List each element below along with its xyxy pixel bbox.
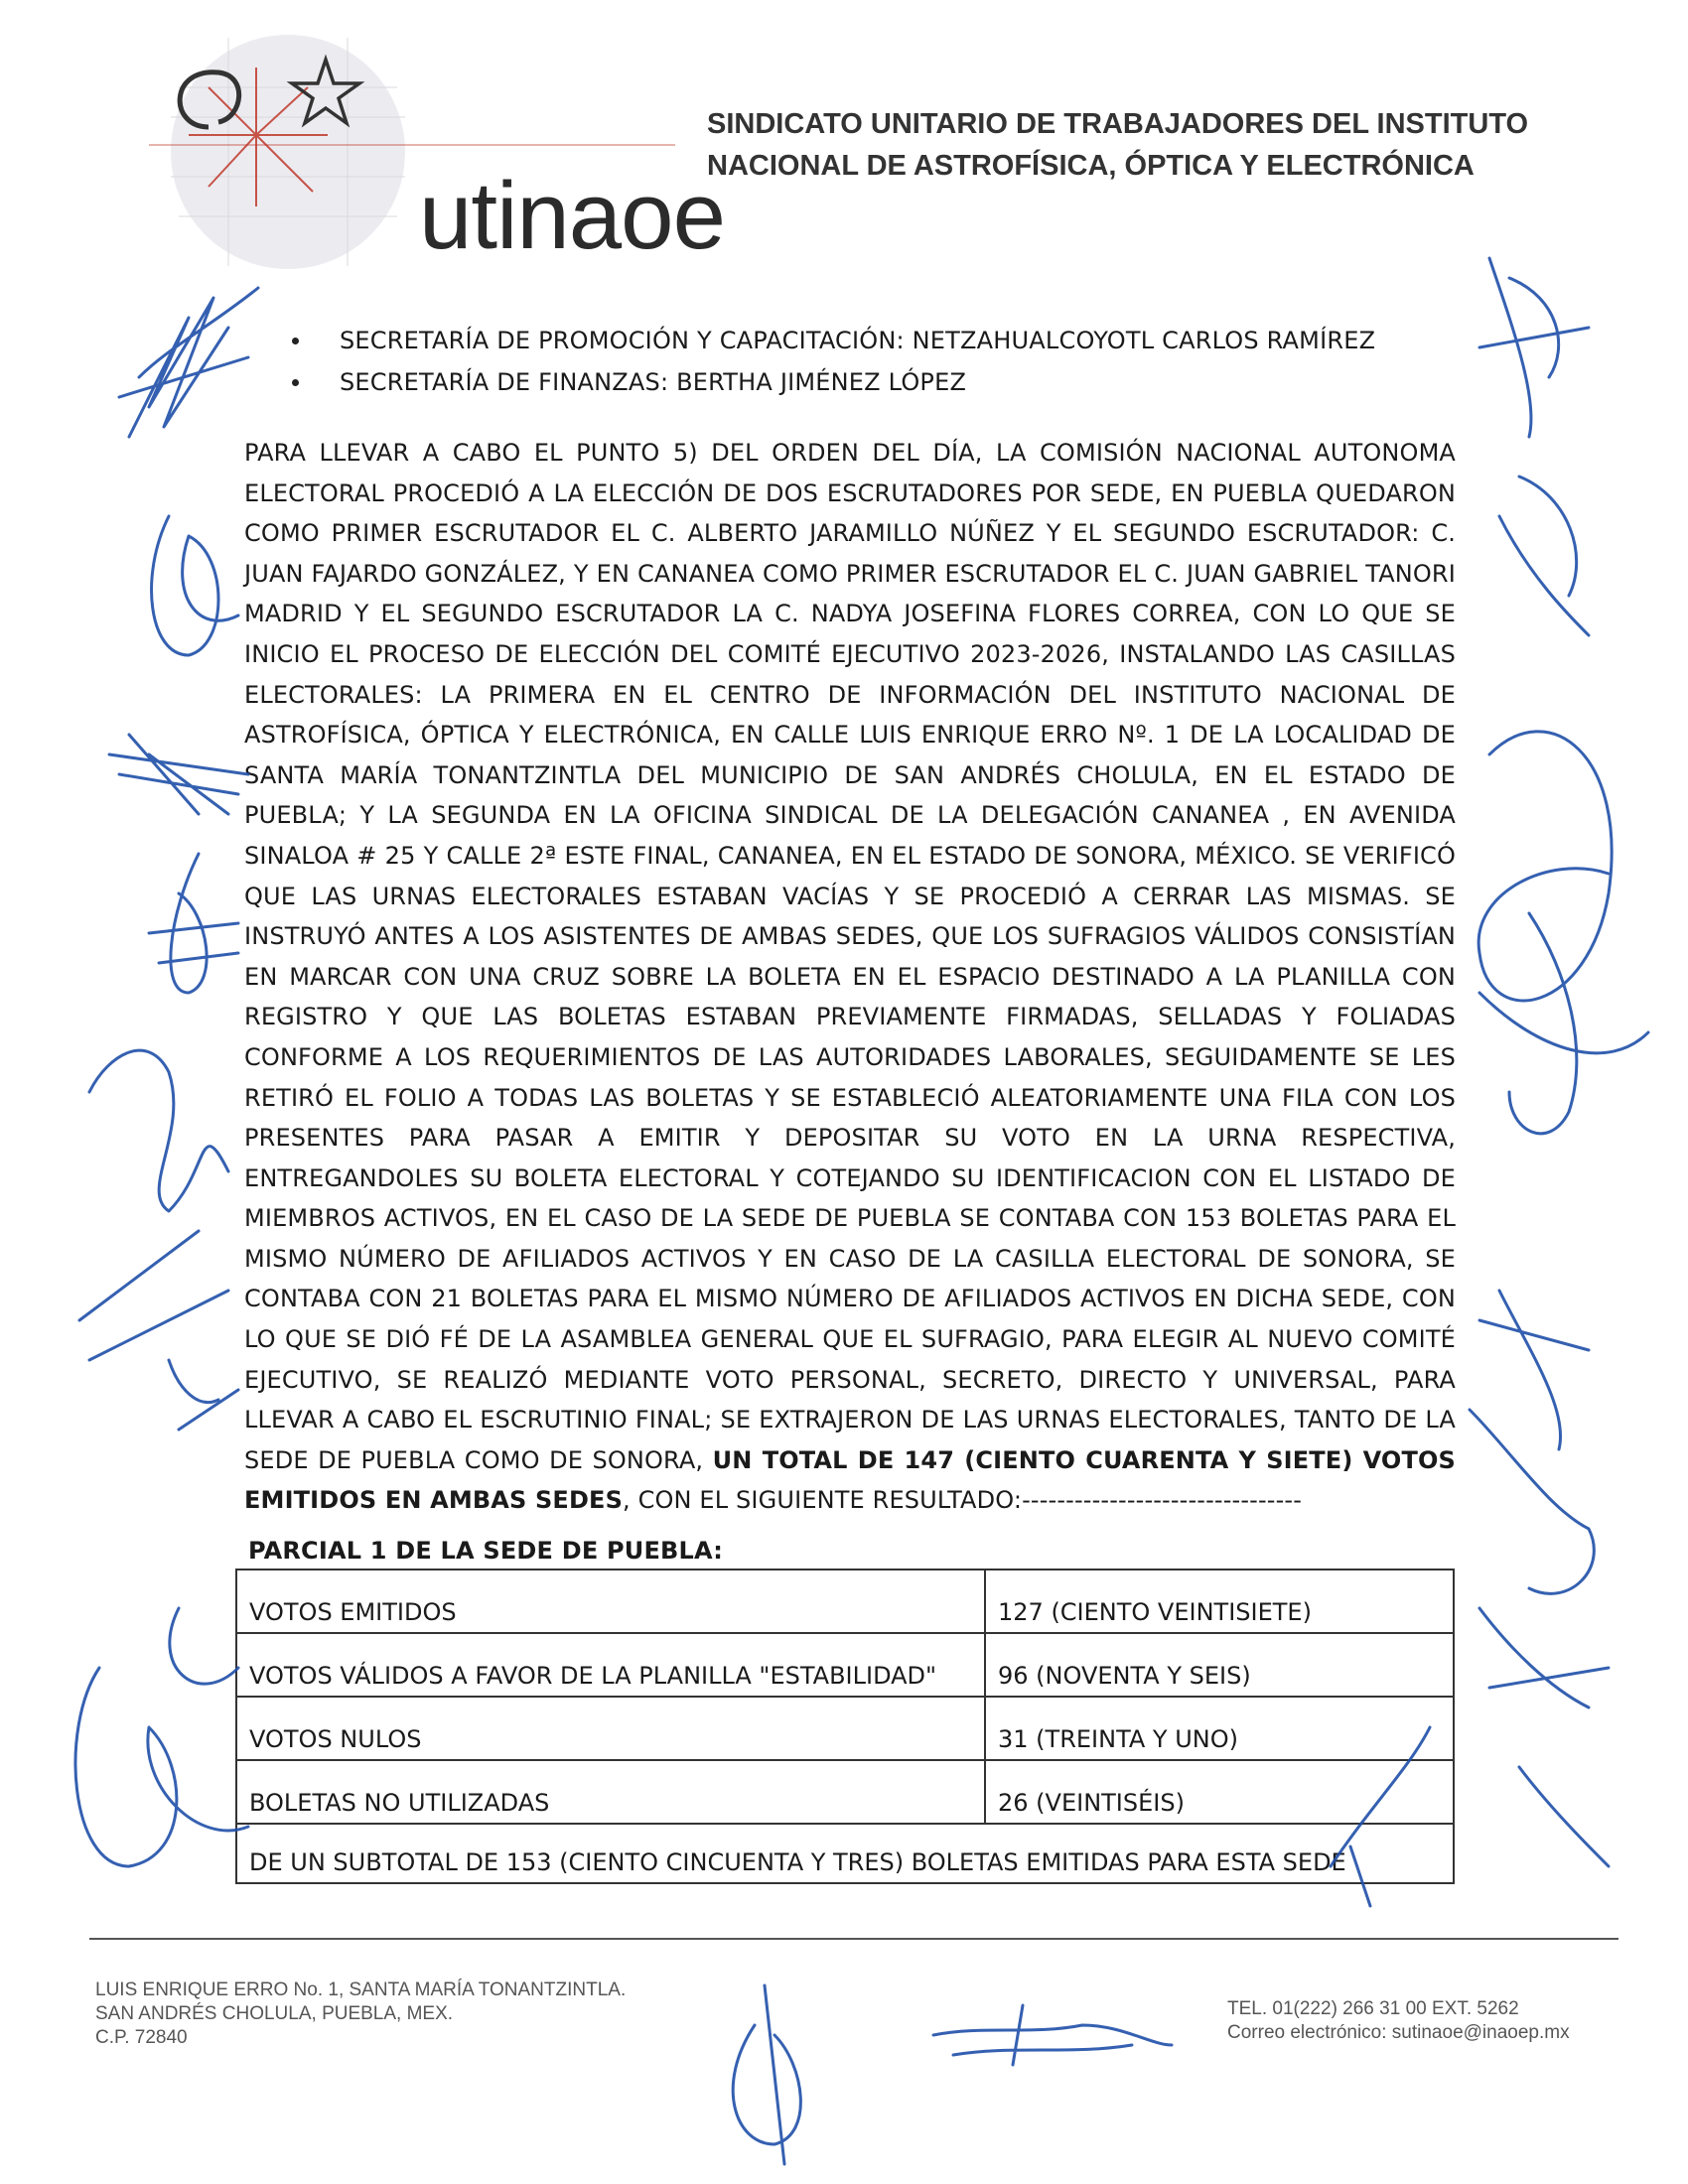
signature-right-7 [1470,1410,1594,1593]
list-item: SECRETARÍA DE PROMOCIÓN Y CAPACITACIÓN: NETZAHUALCOYOTL CARLOS RAMÍREZ [288,320,1479,361]
table-title: PARCIAL 1 DE LA SEDE DE PUEBLA: [248,1537,724,1565]
list-item: SECRETARÍA DE FINANZAS: BERTHA JIMÉNEZ LÓPEZ [288,361,1479,403]
signature-right-4 [1509,913,1577,1134]
footer-email: Correo electrónico: sutinaoe@inaoep.mx [1227,2022,1570,2043]
signature-left-3 [109,735,248,814]
signature-right-9 [1519,1767,1609,1866]
footer-phone: TEL. 01(222) 266 31 00 EXT. 5262 [1227,1998,1519,2019]
table-cell-label: BOLETAS NO UTILIZADAS [236,1760,985,1824]
minutes-paragraph [244,433,1456,1521]
table-cell-value: 26 (VEINTISÉIS) [985,1760,1454,1824]
signature-right-8 [1479,1608,1609,1707]
signature-left-7 [169,1360,238,1430]
table-cell-label: VOTOS NULOS [236,1697,985,1760]
signature-left-2 [152,516,238,655]
signature-left-9 [170,1608,238,1684]
signature-right-1 [1479,258,1589,437]
footer-contact [1227,1997,1644,2045]
signature-left-1 [119,288,258,437]
address-line: SAN ANDRÉS CHOLULA, PUEBLA, MEX. [95,2003,454,2024]
footer-divider [89,1938,1618,1940]
paragraph-bold-total: UN TOTAL DE 147 (CIENTO CUARENTA Y SIETE) VOTOS EMITIDOS EN AMBAS SEDES [244,1445,1456,1515]
table-cell-value: 31 (TREINTA Y UNO) [985,1697,1454,1760]
signature-right-5 [1479,993,1648,1053]
signature-left-6 [79,1231,228,1360]
signature-right-6 [1479,1291,1589,1449]
paragraph-text: PARA LLEVAR A CABO EL PUNTO 5) DEL ORDEN DEL DÍA, LA COMISIÓN NACIONAL AUTONOMA ELECTORAL PROCEDIÓ A LA ELECCIÓN DE DOS ESCRUTADORES POR SEDE, EN PUEBLA QUEDARON COMO PRIMER ESCRUTADOR EL C. ALBERTO JARAMILLO NÚÑEZ Y EL SEGUNDO ESCRUTADOR: C. JUAN FAJARDO GONZÁLEZ, Y EN CANANEA COMO PRIMER ESCRUTADOR EL C. JUAN GABRIEL TANORI MADRID Y EL SEGUNDO ESCRUTADOR LA C. NADYA JOSEFINA FLORES CORREA, CON LO QUE SE INICIO EL PROCESO DE ELECCIÓN DEL COMITÉ EJECUTIVO 2023-2026, INSTALANDO LAS CASILLAS ELECTORALES: LA PRIMERA EN EL CENTRO DE INFORMACIÓN DEL INSTITUTO NACIONAL DE ASTROFÍSICA, ÓPTICA Y ELECTRÓNICA, EN CALLE LUIS ENRIQUE ERRO Nº. 1 DE LA LOCALIDAD DE SANTA MARÍA TONANTZINTLA DEL MUNICIPIO DE SAN ANDRÉS CHOLULA, EN EL ESTADO DE PUEBLA; Y LA SEGUNDA EN LA OFICINA SINDICAL DE LA DELEGACIÓN CANANEA , EN AVENIDA SINALOA # 25 Y CALLE 2ª ESTE FINAL, CANANEA, EN EL ESTADO DE SONORA, MÉXICO. SE VERIFICÓ QUE LAS URNAS ELECTORALES ESTABAN VACÍAS Y SE PROCEDIÓ A CERRAR LAS MISMAS. SE INSTRUYÓ ANTES A LOS ASISTENTES DE AMBAS SEDES, QUE LOS SUFRAGIOS VÁLIDOS CONSISTÍAN EN MARCAR CON UNA CRUZ SOBRE LA BOLETA EN EL ESPACIO DESTINADO A LA PLANILLA CON REGISTRO Y QUE LAS BOLETAS ESTABAN PREVIAMENTE FIRMADAS, SELLADAS Y FOLIADAS CONFORME A LOS REQUERIMIENTOS DE LAS AUTORIDADES LABORALES, SEGUIDAMENTE SE LES RETIRÓ EL FOLIO A TODAS LAS BOLETAS Y SE ESTABLECIÓ ALEATORIAMENTE UNA FILA CON LOS PRESENTES PARA PASAR A EMITIR Y DEPOSITAR SU VOTO EN LA URNA RESPECTIVA, ENTREGANDOLES SU BOLETA ELECTORAL Y COTEJANDO SU IDENTIFICACION CON EL LISTADO DE MIEMBROS ACTIVOS, EN EL CASO DE LA SEDE DE PUEBLA SE CONTABA CON 153 BOLETAS PARA EL MISMO NÚMERO DE AFILIADOS ACTIVOS Y EN CASO DE LA CASILLA ELECTORAL DE SONORA, SE CONTABA CON 21 BOLETAS PARA EL MISMO NÚMERO DE AFILIADOS ACTIVOS EN DICHA SEDE, CON LO QUE SE DIÓ FÉ DE LA ASAMBLEA GENERAL QUE EL SUFRAGIO, PARA ELEGIR AL NUEVO COMITÉ EJECUTIVO, SE REALIZÓ MEDIANTE VOTO PERSONAL, SECRETO, DIRECTO Y UNIVERSAL, PARA LLEVAR A CABO EL ESCRUTINIO FINAL; SE EXTRAJERON DE LAS URNAS ELECTORALES, TANTO DE LA SEDE DE PUEBLA COMO DE SONORA, [244,439,1456,1474]
paragraph-tail: , CON EL SIGUIENTE RESULTADO:-------------------------------- [623,1486,1303,1515]
organization-name-line2: NACIONAL DE ASTROFÍSICA, ÓPTICA Y ELECTRÓNICA [707,150,1475,182]
signature-left-4 [149,854,238,993]
address-line: LUIS ENRIQUE ERRO No. 1, SANTA MARÍA TONANTZINTLA. [95,1979,627,2000]
table-cell-value: 127 (CIENTO VEINTISIETE) [985,1570,1454,1633]
organization-name-line1: SINDICATO UNITARIO DE TRABAJADORES DEL INSTITUTO [707,108,1529,140]
organization-name [707,103,1581,187]
table-cell-value: 96 (NOVENTA Y SEIS) [985,1633,1454,1697]
table-footer-row [236,1824,1454,1883]
table-row [236,1760,1454,1824]
signature-right-2 [1499,477,1589,635]
table-row [236,1633,1454,1697]
table-cell-label: VOTOS VÁLIDOS A FAVOR DE LA PLANILLA "ESTABILIDAD" [236,1633,985,1697]
table-cell-label: VOTOS EMITIDOS [236,1570,985,1633]
signature-right-3 [1478,732,1612,1001]
signature-bottom-2 [933,2005,1172,2065]
sutinaoe-logo [149,28,725,276]
address-line: C.P. 72840 [95,2027,188,2048]
footer-address [95,1979,771,2050]
table-row [236,1697,1454,1760]
results-table [235,1569,1455,1884]
secretaries-list [288,320,1479,403]
table-row [236,1570,1454,1633]
table-footer-cell: DE UN SUBTOTAL DE 153 (CIENTO CINCUENTA Y TRES) BOLETAS EMITIDAS PARA ESTA SEDE [236,1824,1454,1883]
signature-left-5 [89,1050,228,1211]
signature-left-8 [75,1668,248,1866]
logo-wordmark: utinaoe [419,163,725,269]
